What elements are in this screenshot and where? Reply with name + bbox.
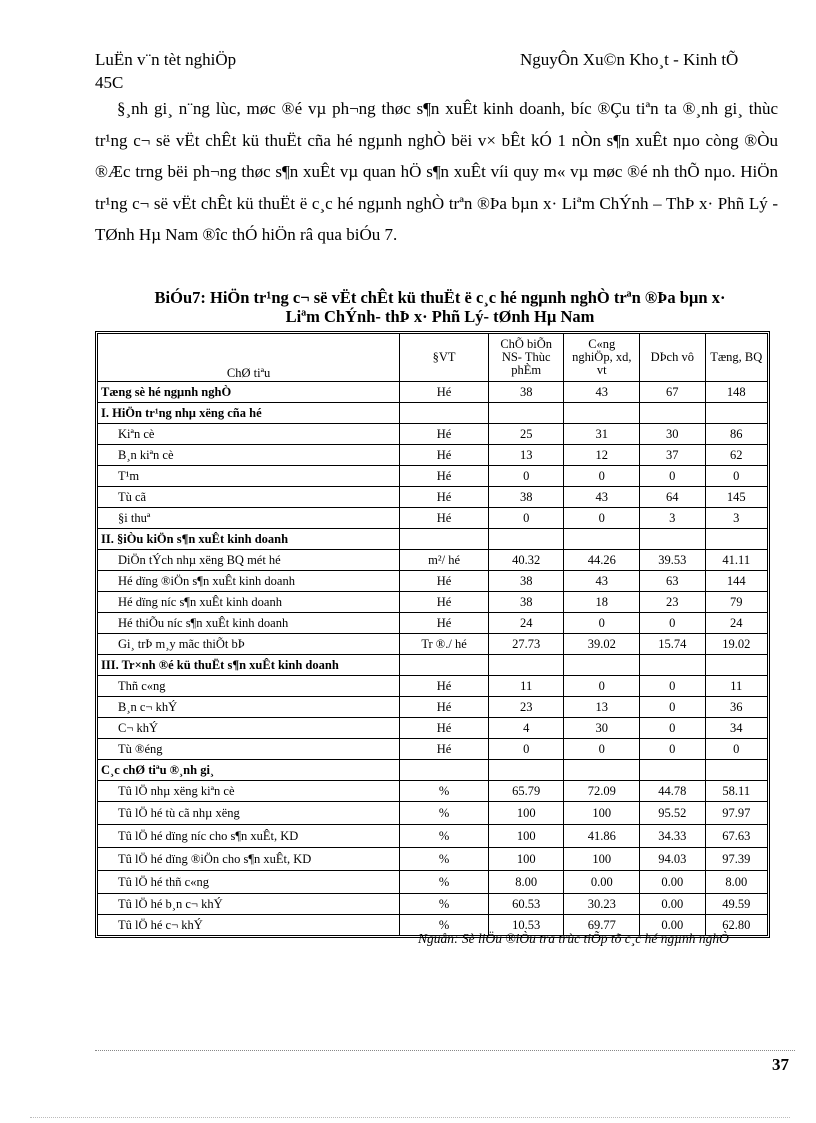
table-row xyxy=(98,781,768,802)
cell-industry: 43 xyxy=(564,487,640,508)
cell-total: 24 xyxy=(705,613,767,634)
cell-industry: 31 xyxy=(564,424,640,445)
cell-total: 67.63 xyxy=(705,825,767,848)
row-label: Tù cã xyxy=(98,487,400,508)
cell-service: 0 xyxy=(640,613,705,634)
cell-food: 0 xyxy=(488,466,564,487)
row-unit: Hé xyxy=(400,466,489,487)
cell-total: 148 xyxy=(705,382,767,403)
table-row xyxy=(98,697,768,718)
row-label: Tû lÖ hé tù cã nhµ xëng xyxy=(98,802,400,825)
table-row xyxy=(98,718,768,739)
row-unit: Hé xyxy=(400,508,489,529)
cell-food: 38 xyxy=(488,571,564,592)
row-label: Tû lÖ nhµ xëng kiªn cè xyxy=(98,781,400,802)
row-label: III. Tr×nh ®é kü thuËt s¶n xuÊt kinh doanh xyxy=(98,655,400,676)
cell-industry: 100 xyxy=(564,802,640,825)
cell-food xyxy=(488,760,564,781)
table-title xyxy=(95,288,785,326)
row-unit: % xyxy=(400,894,489,915)
row-label: Tû lÖ hé c¬ khÝ xyxy=(98,915,400,936)
table-row xyxy=(98,825,768,848)
row-unit: % xyxy=(400,781,489,802)
cell-total: 49.59 xyxy=(705,894,767,915)
cell-food: 100 xyxy=(488,825,564,848)
table-body xyxy=(98,382,768,936)
cell-food: 38 xyxy=(488,487,564,508)
cell-food xyxy=(488,403,564,424)
row-unit: % xyxy=(400,802,489,825)
row-unit: % xyxy=(400,871,489,894)
cell-total: 34 xyxy=(705,718,767,739)
cell-service: 0.00 xyxy=(640,915,705,936)
row-unit: Hé xyxy=(400,613,489,634)
cell-total: 0 xyxy=(705,466,767,487)
table-row xyxy=(98,508,768,529)
cell-total xyxy=(705,655,767,676)
row-label: Tû lÖ hé dïng níc cho s¶n xuÊt, KD xyxy=(98,825,400,848)
cell-food: 38 xyxy=(488,592,564,613)
cell-food: 0 xyxy=(488,508,564,529)
row-label: Hé dïng níc s¶n xuÊt kinh doanh xyxy=(98,592,400,613)
cell-total: 3 xyxy=(705,508,767,529)
cell-service: 0.00 xyxy=(640,894,705,915)
cell-total xyxy=(705,760,767,781)
row-label: II. §iÒu kiÖn s¶n xuÊt kinh doanh xyxy=(98,529,400,550)
cell-industry: 43 xyxy=(564,571,640,592)
cell-industry: 100 xyxy=(564,848,640,871)
row-unit: Hé xyxy=(400,739,489,760)
cell-service xyxy=(640,529,705,550)
row-label: Tû lÖ hé thñ c«ng xyxy=(98,871,400,894)
col-header-indicator: ChØ tiªu xyxy=(98,334,400,382)
cell-service: 67 xyxy=(640,382,705,403)
cell-industry: 44.26 xyxy=(564,550,640,571)
cell-food xyxy=(488,529,564,550)
cell-service: 30 xyxy=(640,424,705,445)
table-row xyxy=(98,676,768,697)
row-label: C¬ khÝ xyxy=(98,718,400,739)
table-row xyxy=(98,739,768,760)
row-unit xyxy=(400,403,489,424)
row-unit: % xyxy=(400,825,489,848)
cell-total: 97.39 xyxy=(705,848,767,871)
cell-industry: 72.09 xyxy=(564,781,640,802)
table-header-row xyxy=(98,334,768,382)
cell-industry: 0 xyxy=(564,676,640,697)
cell-service xyxy=(640,403,705,424)
row-unit: Hé xyxy=(400,487,489,508)
cell-industry: 30.23 xyxy=(564,894,640,915)
cell-industry xyxy=(564,529,640,550)
cell-food xyxy=(488,655,564,676)
row-unit: Hé xyxy=(400,592,489,613)
cell-service: 0 xyxy=(640,718,705,739)
cell-service: 63 xyxy=(640,571,705,592)
cell-food: 11 xyxy=(488,676,564,697)
cell-total: 58.11 xyxy=(705,781,767,802)
row-label: Tû lÖ hé dïng ®iÖn cho s¶n xuÊt, KD xyxy=(98,848,400,871)
cell-total: 36 xyxy=(705,697,767,718)
cell-industry: 30 xyxy=(564,718,640,739)
body-paragraph: §¸nh gi¸ n¨ng lùc, møc ®é vµ ph¬ng thøc s¶n xuÊt kinh doanh, bíc ®Çu tiªn ta ®¸nh gi¸ thùc tr¹ng c¬ së vËt chÊt kü thuËt cña hé ngµnh nghÒ bëi v× bÊt kÓ 1 nÒn s¶n xuÊt nµo còng ®Òu ®Æc trng bëi ph¬ng thøc s¶n xuÊt vµ quan hÖ s¶n xuÊt víi quy m« vµ møc ®é nh thÕ nµo. HiÖn tr¹ng c¬ së vËt chÊt kü thuËt ë c¸c hé ngµnh nghÒ trªn ®Þa bµn x· Liªm ChÝnh – ThÞ x· Phñ Lý - TØnh Hµ Nam ®îc thÓ hiÖn râ qua biÓu 7. xyxy=(95,99,778,244)
row-label: Gi¸ trÞ m¸y mãc thiÕt bÞ xyxy=(98,634,400,655)
col-header-food: ChÕ biÕn NS- Thùc phÈm xyxy=(488,334,564,382)
cell-total: 41.11 xyxy=(705,550,767,571)
cell-industry: 69.77 xyxy=(564,915,640,936)
row-label: DiÖn tÝch nhµ xëng BQ mét hé xyxy=(98,550,400,571)
table-row xyxy=(98,802,768,825)
row-unit: Hé xyxy=(400,676,489,697)
row-unit: Hé xyxy=(400,697,489,718)
table-row xyxy=(98,760,768,781)
table-title-line2: Liªm ChÝnh- thÞ x· Phñ Lý- tØnh Hµ Nam xyxy=(285,307,595,326)
row-label: Hé dïng ®iÖn s¶n xuÊt kinh doanh xyxy=(98,571,400,592)
table-source-note: Nguån: Sè liÖu ®iÒu tra trùc tiÕp tõ c¸c hé ngµnh nghÒ xyxy=(418,931,729,946)
cell-service xyxy=(640,655,705,676)
table-row xyxy=(98,871,768,894)
cell-total xyxy=(705,529,767,550)
row-label: Hé thiÕu níc s¶n xuÊt kinh doanh xyxy=(98,613,400,634)
table-title-line1: BiÓu7: HiÖn tr¹ng c¬ së vËt chÊt kü thuËt ë c¸c hé ngµnh nghÒ trªn ®Þa bµn x· xyxy=(154,288,726,307)
row-label: T¹m xyxy=(98,466,400,487)
table-row xyxy=(98,592,768,613)
row-unit xyxy=(400,529,489,550)
row-label: Thñ c«ng xyxy=(98,676,400,697)
cell-service: 23 xyxy=(640,592,705,613)
cell-total: 62.80 xyxy=(705,915,767,936)
row-label: Tæng sè hé ngµnh nghÒ xyxy=(98,382,400,403)
cell-industry: 0 xyxy=(564,613,640,634)
cell-industry: 0 xyxy=(564,466,640,487)
row-label: Kiªn cè xyxy=(98,424,400,445)
cell-industry: 13 xyxy=(564,697,640,718)
table-row xyxy=(98,424,768,445)
cell-service: 95.52 xyxy=(640,802,705,825)
cell-food: 100 xyxy=(488,802,564,825)
cell-industry: 0.00 xyxy=(564,871,640,894)
table-row xyxy=(98,613,768,634)
row-unit: Tr ®./ hé xyxy=(400,634,489,655)
cell-total: 62 xyxy=(705,445,767,466)
table-row xyxy=(98,848,768,871)
cell-food: 24 xyxy=(488,613,564,634)
table-row xyxy=(98,445,768,466)
cell-food: 27.73 xyxy=(488,634,564,655)
table-frame xyxy=(95,331,770,938)
col-header-unit: §VT xyxy=(400,334,489,382)
table-row xyxy=(98,487,768,508)
row-unit: % xyxy=(400,915,489,936)
cell-food: 25 xyxy=(488,424,564,445)
cell-service: 0 xyxy=(640,739,705,760)
row-label: Tû lÖ hé b¸n c¬ khÝ xyxy=(98,894,400,915)
cell-total: 145 xyxy=(705,487,767,508)
table-row xyxy=(98,550,768,571)
cell-food: 10.53 xyxy=(488,915,564,936)
row-unit: % xyxy=(400,848,489,871)
cell-total: 0 xyxy=(705,739,767,760)
row-label: B¸n c¬ khÝ xyxy=(98,697,400,718)
cell-food: 4 xyxy=(488,718,564,739)
cell-industry: 18 xyxy=(564,592,640,613)
cell-industry xyxy=(564,655,640,676)
cell-food: 23 xyxy=(488,697,564,718)
col-header-industry: C«ng nghiÖp, xd, vt xyxy=(564,334,640,382)
cell-total: 86 xyxy=(705,424,767,445)
cell-industry: 41.86 xyxy=(564,825,640,848)
row-unit: Hé xyxy=(400,718,489,739)
cell-service: 0 xyxy=(640,466,705,487)
cell-service: 39.53 xyxy=(640,550,705,571)
cell-total: 19.02 xyxy=(705,634,767,655)
header-author: NguyÔn Xu©n Kho¸t - Kinh tÕ xyxy=(520,50,739,69)
cell-service: 94.03 xyxy=(640,848,705,871)
cell-food: 0 xyxy=(488,739,564,760)
cell-total: 79 xyxy=(705,592,767,613)
row-label: Tù ®éng xyxy=(98,739,400,760)
cell-service: 0 xyxy=(640,697,705,718)
cell-food: 38 xyxy=(488,382,564,403)
cell-industry: 12 xyxy=(564,445,640,466)
row-unit: Hé xyxy=(400,382,489,403)
cell-food: 60.53 xyxy=(488,894,564,915)
cell-industry: 39.02 xyxy=(564,634,640,655)
row-unit xyxy=(400,655,489,676)
table-row xyxy=(98,466,768,487)
table-row xyxy=(98,403,768,424)
cell-service: 15.74 xyxy=(640,634,705,655)
cell-food: 13 xyxy=(488,445,564,466)
row-label: C¸c chØ tiªu ®¸nh gi¸ xyxy=(98,760,400,781)
page-bottom-divider xyxy=(30,1117,790,1118)
cell-service: 44.78 xyxy=(640,781,705,802)
row-label: B¸n kiªn cè xyxy=(98,445,400,466)
cell-industry xyxy=(564,760,640,781)
table-row xyxy=(98,894,768,915)
cell-industry: 0 xyxy=(564,739,640,760)
cell-industry: 0 xyxy=(564,508,640,529)
data-table xyxy=(97,333,768,936)
cell-total: 97.97 xyxy=(705,802,767,825)
cell-industry: 43 xyxy=(564,382,640,403)
cell-total: 8.00 xyxy=(705,871,767,894)
row-unit: m²/ hé xyxy=(400,550,489,571)
cell-service: 64 xyxy=(640,487,705,508)
cell-service: 0.00 xyxy=(640,871,705,894)
cell-total: 144 xyxy=(705,571,767,592)
header-thesis-title: LuËn v¨n tèt nghiÖp xyxy=(95,50,237,69)
col-header-service: DÞch vô xyxy=(640,334,705,382)
row-unit: Hé xyxy=(400,424,489,445)
footer-divider xyxy=(95,1050,795,1051)
cell-service xyxy=(640,760,705,781)
cell-food: 40.32 xyxy=(488,550,564,571)
table-row xyxy=(98,634,768,655)
row-unit: Hé xyxy=(400,445,489,466)
cell-food: 65.79 xyxy=(488,781,564,802)
row-unit xyxy=(400,760,489,781)
table-row xyxy=(98,382,768,403)
header-class: 45C xyxy=(95,73,124,92)
cell-service: 0 xyxy=(640,676,705,697)
cell-industry xyxy=(564,403,640,424)
cell-food: 100 xyxy=(488,848,564,871)
row-unit: Hé xyxy=(400,571,489,592)
cell-service: 34.33 xyxy=(640,825,705,848)
row-label: I. HiÖn tr¹ng nhµ xëng cña hé xyxy=(98,403,400,424)
cell-food: 8.00 xyxy=(488,871,564,894)
cell-service: 37 xyxy=(640,445,705,466)
table-row xyxy=(98,529,768,550)
cell-total xyxy=(705,403,767,424)
page-number: 37 xyxy=(772,1055,789,1074)
table-row xyxy=(98,571,768,592)
cell-total: 11 xyxy=(705,676,767,697)
col-header-total: Tæng, BQ xyxy=(705,334,767,382)
cell-service: 3 xyxy=(640,508,705,529)
row-label: §i thuª xyxy=(98,508,400,529)
table-row xyxy=(98,655,768,676)
header-left xyxy=(95,48,236,94)
